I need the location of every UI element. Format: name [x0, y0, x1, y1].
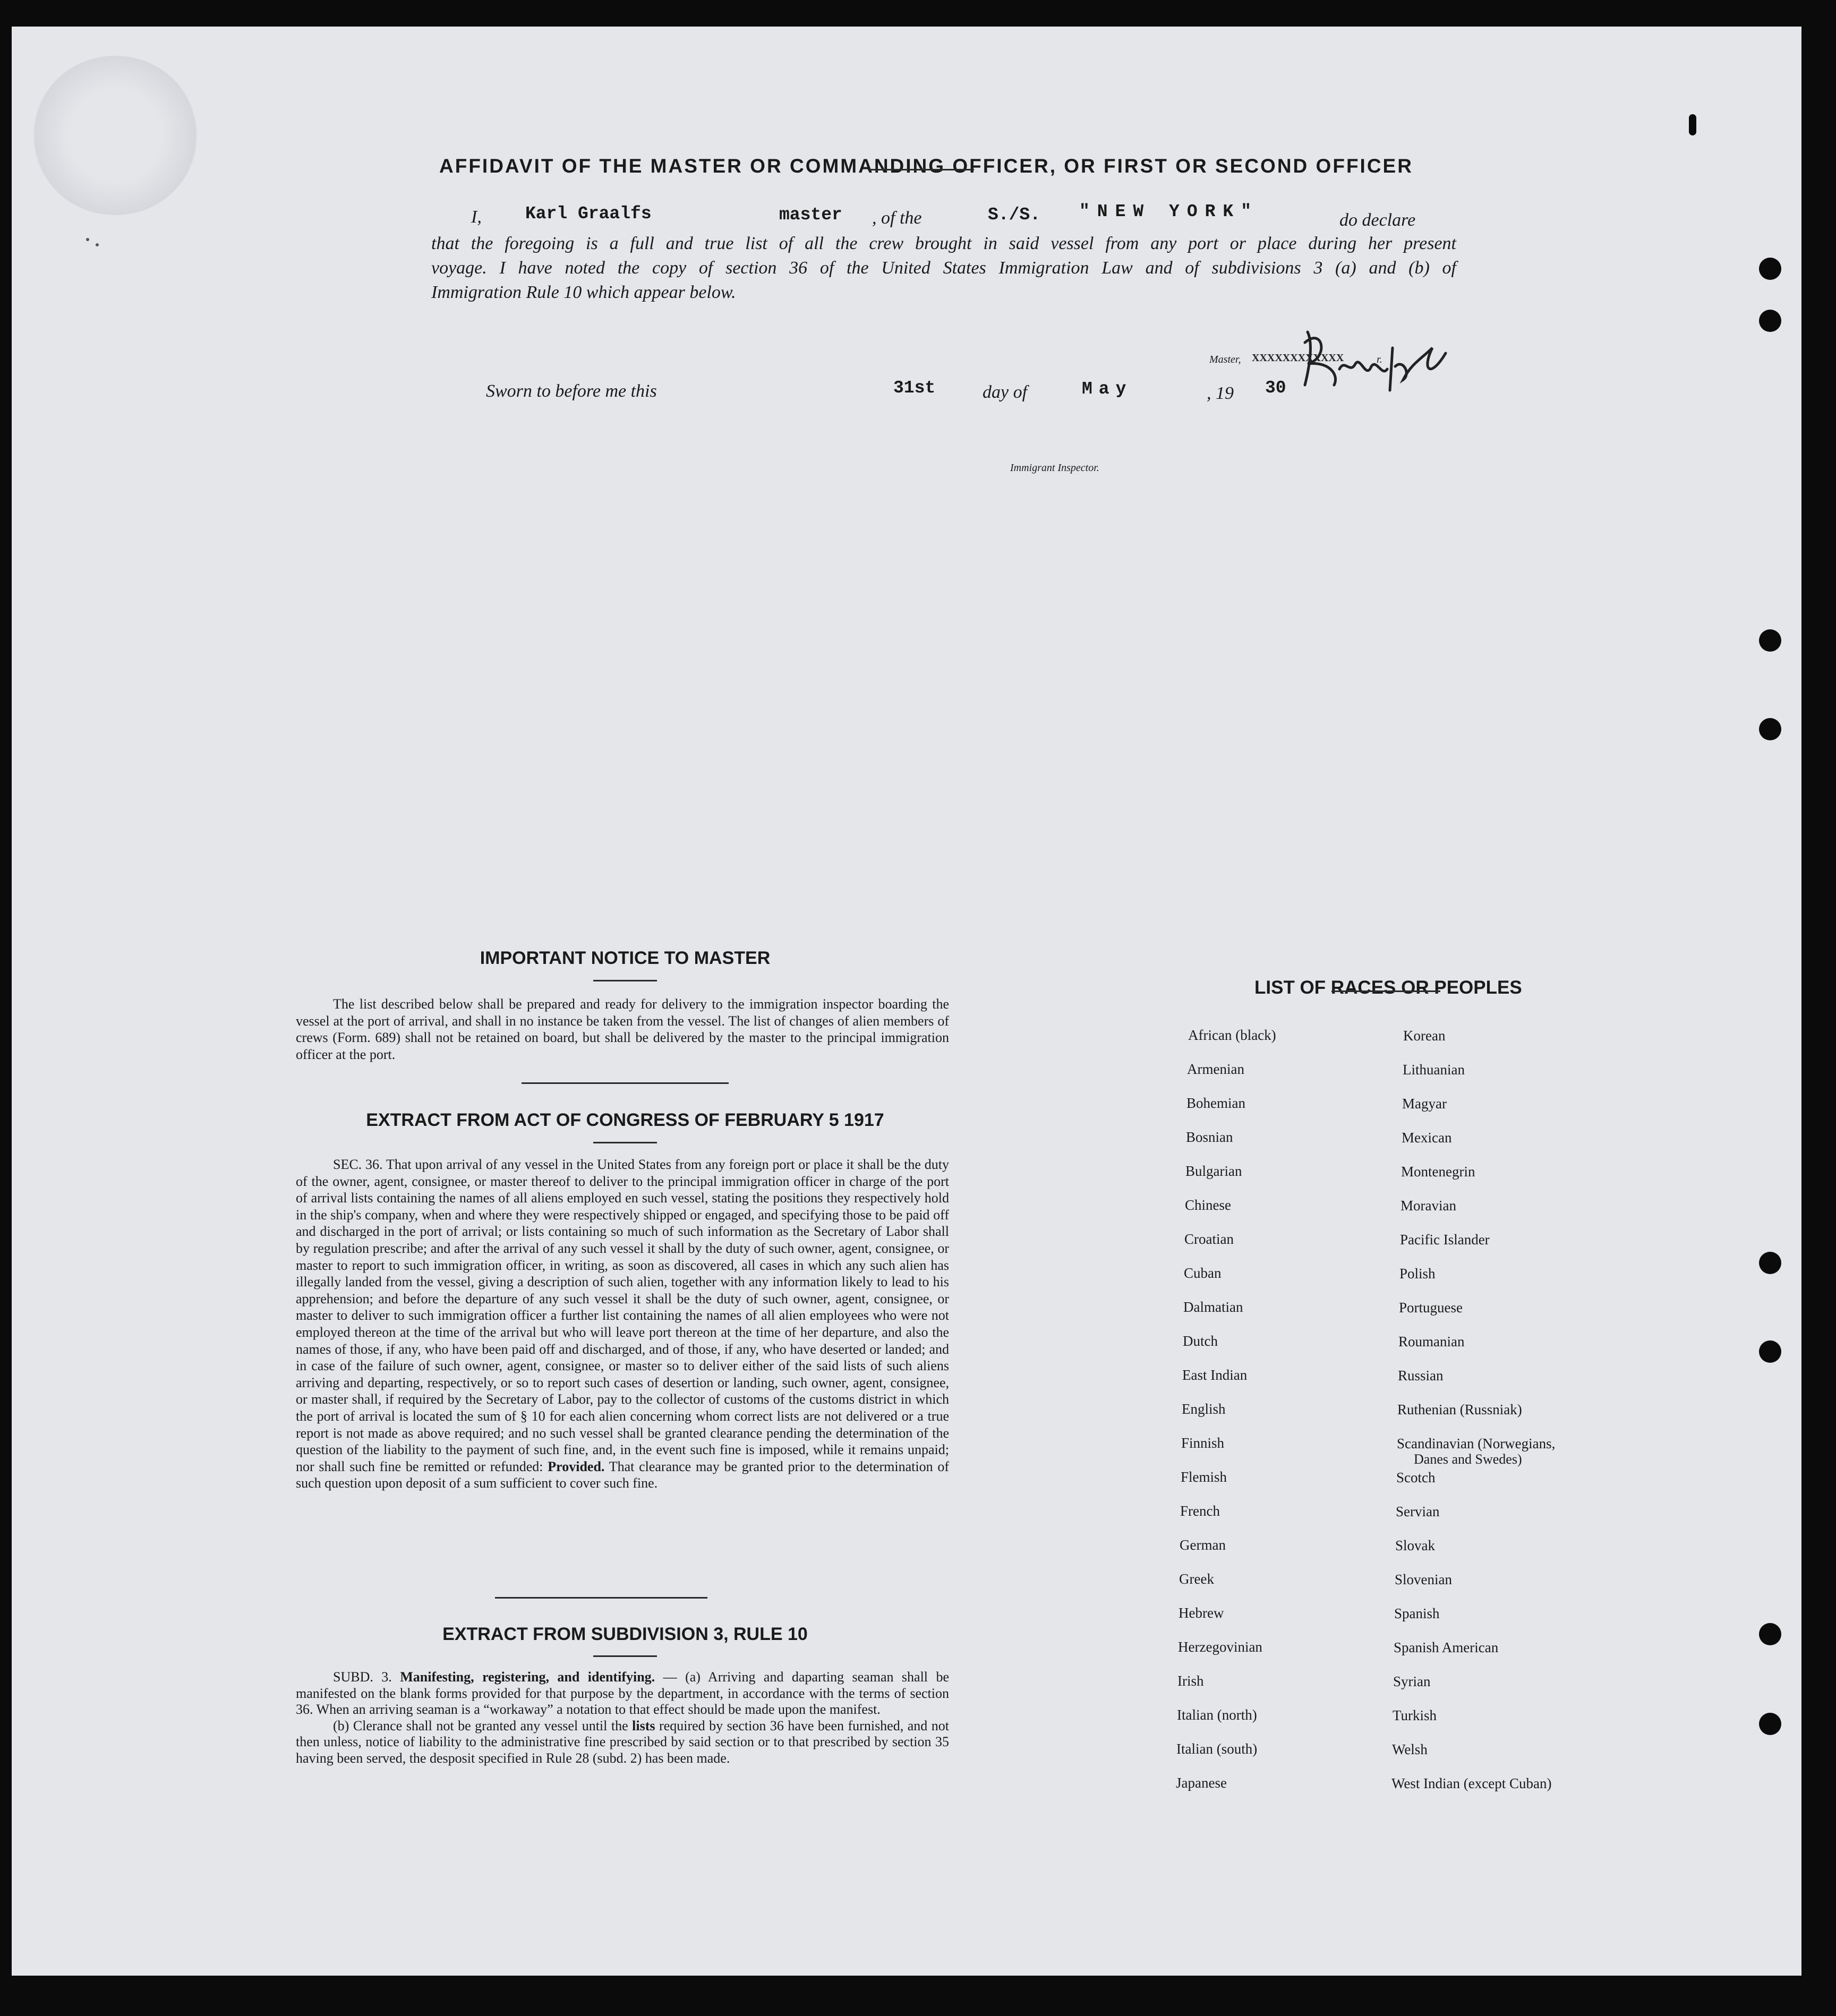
race-item: Montenegrin	[1401, 1164, 1475, 1180]
race-item: West Indian (except Cuban)	[1391, 1775, 1552, 1791]
race-item: Cuban	[1184, 1265, 1222, 1281]
of-the-text: , of the	[872, 208, 922, 228]
do-declare-text: do declare	[1339, 210, 1416, 230]
sworn-text: Sworn to before me this	[486, 381, 657, 401]
inspector-caption: Immigrant Inspector.	[1010, 462, 1099, 474]
scan-border	[0, 1976, 1836, 2016]
race-item: Roumanian	[1398, 1334, 1465, 1349]
race-item: Slovenian	[1395, 1571, 1452, 1587]
race-item: Slovak	[1395, 1537, 1436, 1553]
title-rule	[868, 169, 974, 170]
race-item: Ruthenian (Russniak)	[1397, 1402, 1522, 1417]
race-item: Lithuanian	[1403, 1062, 1465, 1078]
notice-paragraph: The list described below shall be prepared and ready for delivery to the immigration inspector boarding the vessel at the port of arrival, and shall in no instance be taken from the vessel. The list of changes of alien members of crews (Form. 689) shall not be retained on board, but shall be delivered by the master to the principal immigration officer at the port.	[296, 996, 949, 1062]
punch-hole-icon	[1759, 1340, 1781, 1363]
rule10-rule	[593, 1655, 657, 1657]
sworn-day: 31st	[893, 378, 936, 398]
race-item: Scotch	[1396, 1470, 1436, 1485]
race-item: French	[1180, 1503, 1220, 1519]
race-item: German	[1180, 1537, 1226, 1553]
master-caption-end: r.	[1377, 354, 1382, 365]
scan-speck	[86, 238, 89, 241]
subd-para-a: — (a) Arriving and daparting seaman shall be manifested on the blank forms provided for that purpose by the department, in accordance with the terms of section 36. When an arriving seaman is a “workaway” a notation to that effect should be made upon the manifest.	[296, 1669, 950, 1717]
race-item: Dalmatian	[1183, 1299, 1243, 1315]
race-item: Welsh	[1392, 1741, 1428, 1757]
race-item: Portuguese	[1399, 1300, 1463, 1315]
race-item: Japanese	[1176, 1775, 1227, 1791]
race-item: Dutch	[1183, 1333, 1218, 1349]
race-item: Bohemian	[1186, 1095, 1245, 1111]
race-item: Hebrew	[1179, 1605, 1224, 1621]
race-item: Magyar	[1402, 1096, 1447, 1112]
rule10-paragraphs	[296, 1669, 949, 1766]
year-prefix: , 19	[1207, 383, 1234, 403]
subd-para-b-start: (b) Clerance shall not be granted any vessel until the	[333, 1718, 628, 1733]
race-item: Spanish	[1394, 1605, 1440, 1621]
race-item: Herzegovinian	[1178, 1639, 1262, 1655]
race-item-continuation: Danes and Swedes)	[1414, 1451, 1522, 1467]
race-item: Bosnian	[1186, 1129, 1233, 1145]
race-item: Spanish American	[1394, 1639, 1499, 1655]
race-item: Finnish	[1181, 1435, 1225, 1451]
scan-speck	[96, 243, 99, 246]
form-page	[12, 27, 1801, 1992]
race-item: Servian	[1396, 1504, 1440, 1519]
punch-hole-icon	[1759, 258, 1781, 280]
affidavit-title: AFFIDAVIT OF THE MASTER OR COMMANDING OFFICER, OR FIRST OR SECOND OFFICER	[439, 155, 1413, 177]
race-item: Bulgarian	[1185, 1163, 1242, 1179]
declarant-rank: master	[779, 205, 842, 225]
punch-hole-icon	[1759, 629, 1781, 652]
act-rule	[593, 1142, 657, 1143]
act-divider	[495, 1597, 707, 1599]
embossed-seal	[33, 56, 198, 215]
punch-hole-icon	[1689, 114, 1696, 135]
declaration-line-3: Immigration Rule 10 which appear below.	[431, 283, 736, 302]
declarant-prefix: I,	[471, 207, 482, 227]
race-item: African (black)	[1188, 1027, 1276, 1043]
race-item: Syrian	[1393, 1673, 1431, 1689]
race-item: Moravian	[1401, 1198, 1456, 1214]
race-item: Irish	[1177, 1673, 1204, 1689]
declaration-line-1: that the foregoing is a full and true list of all the crew brought in said vessel from any port or place during her present	[431, 234, 1456, 253]
notice-rule	[593, 980, 657, 981]
punch-hole-icon	[1759, 1713, 1781, 1735]
race-item: Polish	[1399, 1266, 1436, 1282]
race-item: Pacific Islander	[1400, 1232, 1490, 1248]
subd-heading: Manifesting, registering, and identifying.	[400, 1669, 655, 1685]
race-item: Korean	[1403, 1028, 1446, 1044]
notice-divider	[522, 1082, 729, 1084]
races-title: LIST OF RACES OR PEOPLES	[1254, 977, 1522, 998]
punch-hole-icon	[1759, 1623, 1781, 1645]
master-caption: Master,	[1209, 354, 1241, 365]
race-item: East Indian	[1182, 1367, 1248, 1383]
race-item: Mexican	[1402, 1130, 1452, 1146]
subd-para-b-end: required by section 36 have been furnished, and not then unless, notice of liability to the administrative fine prescribed by said section or to that prescribed by section 35 having been served, the desposit specified in Rule 28 (subd. 2) has been made.	[296, 1718, 950, 1766]
race-item: Flemish	[1181, 1469, 1227, 1485]
race-item: Greek	[1179, 1571, 1214, 1587]
act-provided: Provided.	[548, 1458, 605, 1474]
day-of-text: day of	[983, 382, 1028, 402]
act-paragraph	[296, 1156, 949, 1492]
act-text-end: That clearance may be granted prior to the determination of such question upon deposit of a sum sufficient to cover such fine.	[296, 1458, 950, 1491]
races-rule	[1331, 990, 1440, 992]
race-item: Italian (south)	[1176, 1741, 1258, 1757]
declarant-name: Karl Graalfs	[525, 204, 652, 224]
rule10-title: EXTRACT FROM SUBDIVISION 3, RULE 10	[442, 1624, 808, 1644]
subd-label: SUBD. 3.	[333, 1669, 392, 1685]
act-title: EXTRACT FROM ACT OF CONGRESS OF FEBRUARY 5 1917	[366, 1110, 884, 1130]
punch-hole-icon	[1759, 310, 1781, 332]
race-item: Turkish	[1393, 1707, 1437, 1723]
master-caption-struck: XXXXXXXXXXXX	[1252, 352, 1344, 364]
year-suffix: 30	[1265, 378, 1286, 398]
notice-title: IMPORTANT NOTICE TO MASTER	[480, 948, 771, 968]
race-item: Russian	[1398, 1368, 1444, 1383]
vessel-name: "NEW YORK"	[1079, 202, 1259, 221]
race-item: Scandinavian (Norwegians,	[1397, 1436, 1556, 1451]
race-item: Croatian	[1184, 1231, 1234, 1247]
punch-hole-icon	[1759, 1252, 1781, 1274]
declaration-line-2: voyage. I have noted the copy of section 36 of the United States Immigration Law and of subdivisions 3 (a) and (b) of	[431, 258, 1456, 278]
subd-para-b-bold: lists	[632, 1718, 655, 1733]
vessel-prefix: S./S.	[988, 205, 1041, 225]
race-item: Armenian	[1187, 1061, 1244, 1077]
sworn-month: May	[1082, 379, 1133, 399]
punch-hole-icon	[1759, 718, 1781, 740]
race-item: English	[1182, 1401, 1226, 1417]
race-item: Italian (north)	[1177, 1707, 1257, 1723]
race-item: Chinese	[1185, 1197, 1231, 1213]
act-text: SEC. 36. That upon arrival of any vessel in the United States from any foreign port or place it shall be the duty of the owner, agent, consignee, or master thereof to deliver to the principal immigration officer in charge of the port of arrival lists containing the names of all aliens employed en such vessel, stating the positions they respectively hold in the ship's company, when and where they were respectively shipped or engaged, and specifying those to be paid off and discharged in the port of arrival; or lists containing so much of such information as the Secretary of Labor shall by regulation prescribe; and after the arrival of any such vessel it shall by the duty of such owner, agent, consignee, or master to report to such immigration officer, in writing, as soon as discovered, all cases in which any such alien has illegally landed from the vessel, giving a description of such alien, together with any information likely to lead to his apprehension; and before the departure of any such vessel it shall be the duty of such owner, agent, consignee, or master to deliver to such immigration officer a further list containing the names of all alien employees who were not employed thereon at the time of the arrival but who will leave port thereon at the time of her departure, and also the names of those, if any, who have been paid off and discharged, and of those, if any, who have deserted or landed; and in case of the failure of such owner, agent, consignee, or master so to deliver either of the said lists of such aliens arriving and departing, respectively, or so to report such cases of desertion or landing, such owner, agent, consignee, or master shall, if required by the Secretary of Labor, pay to the collector of customs of the customs district in which the port of arrival is located the sum of § 10 for each alien concerning whom correct lists are not delivered or a true report is not made as above required; and no such vessel shall be granted clearance pending the determination of the question of the liability to the payment of such fine, and, in the event such fine is imposed, while it remains unpaid; nor shall such fine be remitted or refunded:	[296, 1157, 949, 1474]
